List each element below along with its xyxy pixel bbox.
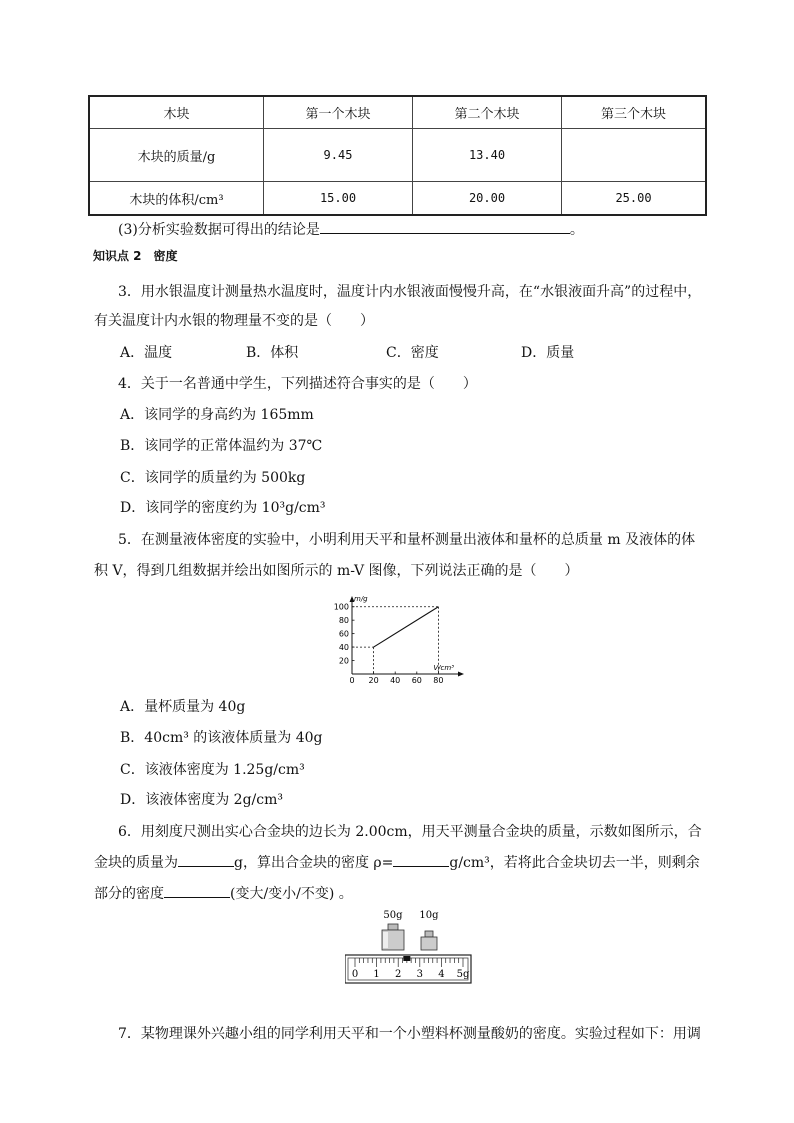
scale-label: 2 <box>395 969 402 980</box>
mv-chart <box>330 588 490 688</box>
table-cell: 20.00 <box>413 182 562 216</box>
q3-option-d: D．质量 <box>521 345 575 361</box>
q4-option-a: A．该同学的身高约为 165mm <box>120 407 314 423</box>
q5-option-b: B．40cm³ 的该液体质量为 40g <box>120 730 323 746</box>
y-tick-label: 20 <box>338 656 349 666</box>
x-tick-label: 80 <box>433 676 444 685</box>
table-header-cell: 第二个木块 <box>413 96 562 129</box>
q6-text: g，算出合金块的密度 ρ= <box>234 855 394 871</box>
table-row <box>89 129 706 182</box>
x-tick-label: 0 <box>349 676 355 685</box>
q-part3 <box>118 219 584 239</box>
table-cell <box>562 129 707 182</box>
q6-line2 <box>94 852 700 872</box>
weight-10g-icon <box>421 931 437 950</box>
y-axis-label: m/g <box>354 595 368 603</box>
q6-text: 金块的质量为 <box>94 855 178 871</box>
y-tick-label: 40 <box>338 643 349 653</box>
table-cell: 13.40 <box>413 129 562 182</box>
q-part3-end: 。 <box>569 222 584 238</box>
q4-option-d: D．该同学的密度约为 10³g/cm³ <box>120 500 326 516</box>
balance-figure <box>345 905 475 985</box>
y-tick-label: 100 <box>333 602 349 612</box>
section-label: 知识点 2 <box>93 249 142 263</box>
q6-text: g/cm³，若将此合金块切去一半，则剩余 <box>449 855 700 871</box>
scale-label: 3 <box>416 969 423 980</box>
q5-line1: 5．在测量液体密度的实验中，小明利用天平和量杯测量出液体和量杯的总质量 m 及液体的体 <box>118 532 696 548</box>
q3-option-a: A．温度 <box>120 345 173 361</box>
q4-stem: 4．关于一名普通中学生，下列描述符合事实的是（ ） <box>118 376 477 392</box>
q4-option-c: C．该同学的质量约为 500kg <box>120 470 306 486</box>
table-header-cell: 木块 <box>89 96 264 129</box>
table-header-cell: 第一个木块 <box>264 96 413 129</box>
q6-line3 <box>94 883 353 903</box>
scale-label: 4 <box>438 969 445 980</box>
x-axis-arrow <box>458 672 464 677</box>
table-row-label: 木块的质量/g <box>89 129 264 182</box>
weight-50g-icon <box>382 924 404 950</box>
q5-option-d: D．该液体密度为 2g/cm³ <box>120 792 283 808</box>
rider-marker <box>403 956 410 961</box>
y-tick-label: 60 <box>338 629 349 639</box>
table-header-row <box>89 96 706 129</box>
x-tick-label: 40 <box>390 676 401 685</box>
answer-blank[interactable] <box>178 854 234 867</box>
answer-blank[interactable] <box>320 221 570 234</box>
q5-option-a: A．量杯质量为 40g <box>120 699 246 715</box>
q6-text: (变大/变小/不变) 。 <box>230 886 353 902</box>
weight-label-10g: 10g <box>419 910 439 921</box>
q5-option-c: C．该液体密度为 1.25g/cm³ <box>120 762 305 778</box>
y-tick-label: 80 <box>338 616 349 626</box>
q3-option-b: B．体积 <box>246 345 299 361</box>
scale-label: 0 <box>351 969 359 980</box>
weight-label-50g: 50g <box>383 910 403 921</box>
section-heading <box>93 247 178 264</box>
scale-label: 5g <box>456 969 470 980</box>
q3-line2: 有关温度计内水银的物理量不变的是（ ） <box>94 313 374 329</box>
q6-text: 部分的密度 <box>94 886 164 902</box>
q3-line1: 3．用水银温度计测量热水温度时，温度计内水银液面慢慢升高，在“水银液面升高”的过程中， <box>118 284 702 300</box>
table-row <box>89 182 706 216</box>
x-tick-label: 60 <box>411 676 422 685</box>
table-cell: 15.00 <box>264 182 413 216</box>
table-row-label: 木块的体积/cm³ <box>89 182 264 216</box>
q7-line1: 7．某物理课外兴趣小组的同学利用天平和一个小塑料杯测量酸奶的密度。实验过程如下：用调 <box>118 1026 701 1042</box>
x-axis-label: V/cm³ <box>433 664 454 672</box>
q4-option-b: B．该同学的正常体温约为 37℃ <box>120 438 323 454</box>
section-title: 密度 <box>153 249 178 263</box>
series-line <box>374 607 439 647</box>
table-header-cell: 第三个木块 <box>562 96 707 129</box>
table-cell: 25.00 <box>562 182 707 216</box>
scale-label: 1 <box>373 969 380 980</box>
q3-option-c: C．密度 <box>386 345 439 361</box>
q6-line1: 6．用刻度尺测出实心合金块的边长为 2.00cm，用天平测量合金块的质量，示数如图所示，合 <box>118 824 702 840</box>
data-table <box>88 95 707 216</box>
x-tick-label: 20 <box>368 676 379 685</box>
table-cell: 9.45 <box>264 129 413 182</box>
answer-blank[interactable] <box>393 854 449 867</box>
answer-blank[interactable] <box>164 885 230 898</box>
q-part3-text: (3)分析实验数据可得出的结论是 <box>118 222 320 238</box>
q5-line2: 积 V，得到几组数据并绘出如图所示的 m-V 图像，下列说法正确的是（ ） <box>94 563 579 579</box>
